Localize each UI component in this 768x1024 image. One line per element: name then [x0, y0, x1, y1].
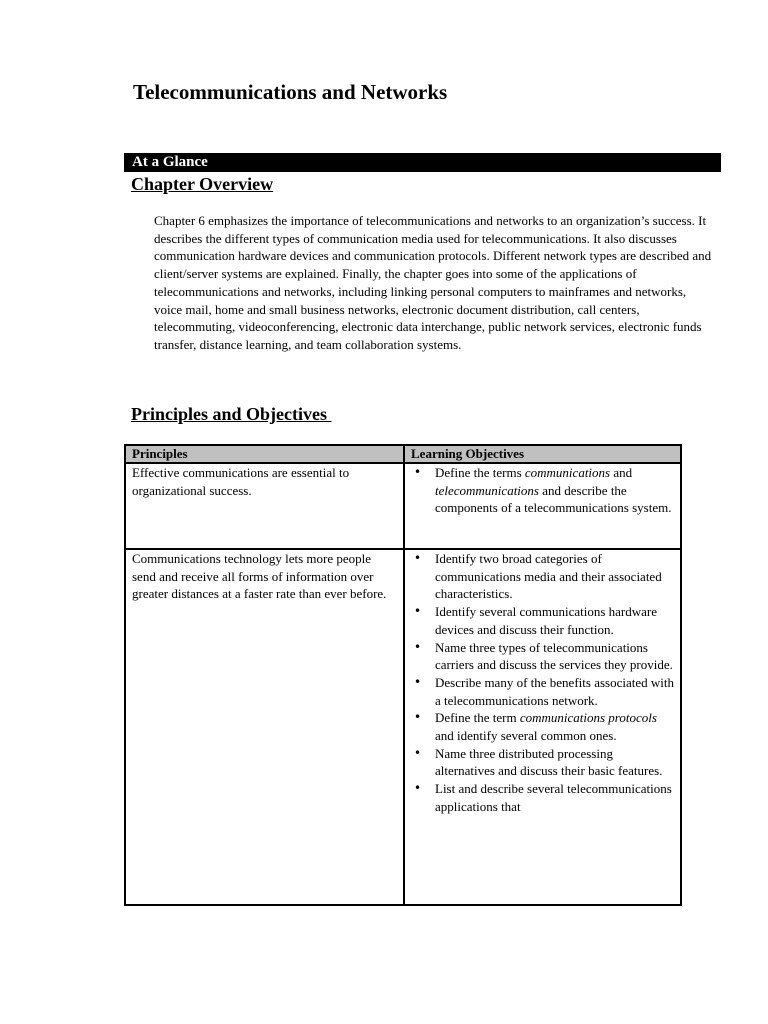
objective-term: telecommunications — [435, 482, 539, 498]
objectives-cell — [404, 463, 681, 549]
objective-text: and describe the components of a telecommunications system. — [435, 482, 672, 516]
chapter-overview-heading: Chapter Overview — [131, 174, 274, 194]
principles-objectives-table — [124, 444, 682, 906]
document-title: Telecommunications and Networks — [133, 80, 448, 104]
objective-item: • Name three types of telecommunications carriers and discuss the services they provide. — [411, 639, 674, 674]
principles-objectives-heading: Principles and Objectives — [131, 404, 332, 424]
section-bar: At a Glance — [124, 153, 721, 172]
objective-text: and identify several common ones. — [435, 728, 617, 744]
objective-item: • Describe many of the benefits associated with a telecommunications network. — [411, 674, 674, 709]
table-header-row — [125, 445, 681, 463]
chapter-overview-text: Chapter 6 emphasizes the importance of telecommunications and networks to an organization’s success. It describes the different types of communication media used for telecommunications. It also discusses communication hardware devices and communication protocols. Different network types are described and client/server systems are explained. Finally, the chapter goes into some of the applications of telecommunications and networks, including linking personal computers to mainframes and networks, voice mail, home and small business networks, electronic document distribution, call centers, telecommuting, videoconferencing, electronic data interchange, public network services, electronic funds transfer, distance learning, and team collaboration systems. — [154, 213, 712, 352]
objective-text: Define the terms — [435, 465, 525, 480]
objective-term: communications protocols — [519, 710, 657, 726]
objective-item: • Identify several communications hardware devices and discuss their function. — [411, 603, 674, 638]
principle-cell: Communications technology lets more people send and receive all forms of information over greater distances at a faster rate than ever before. — [125, 549, 404, 905]
principle-cell: Effective communications are essential to organizational success. — [125, 463, 404, 549]
objective-item — [411, 709, 674, 744]
objectives-list — [411, 464, 674, 517]
column-header-learning-objectives: Learning Objectives — [404, 445, 681, 463]
objectives-list — [411, 550, 674, 816]
objective-item — [411, 464, 674, 517]
table-row — [125, 549, 681, 905]
objective-item: • Name three distributed processing alternatives and discuss their basic features. — [411, 745, 674, 780]
table-row — [125, 463, 681, 549]
objective-term: communications — [524, 465, 611, 480]
objective-text: and — [610, 465, 633, 480]
objective-item: • Identify two broad categories of communications media and their associated characteristics. — [411, 550, 674, 603]
objective-item: • List and describe several telecommunications applications that — [411, 780, 674, 815]
objective-text: Define the term — [435, 710, 520, 726]
objectives-cell — [404, 549, 681, 905]
column-header-principles: Principles — [125, 445, 404, 463]
